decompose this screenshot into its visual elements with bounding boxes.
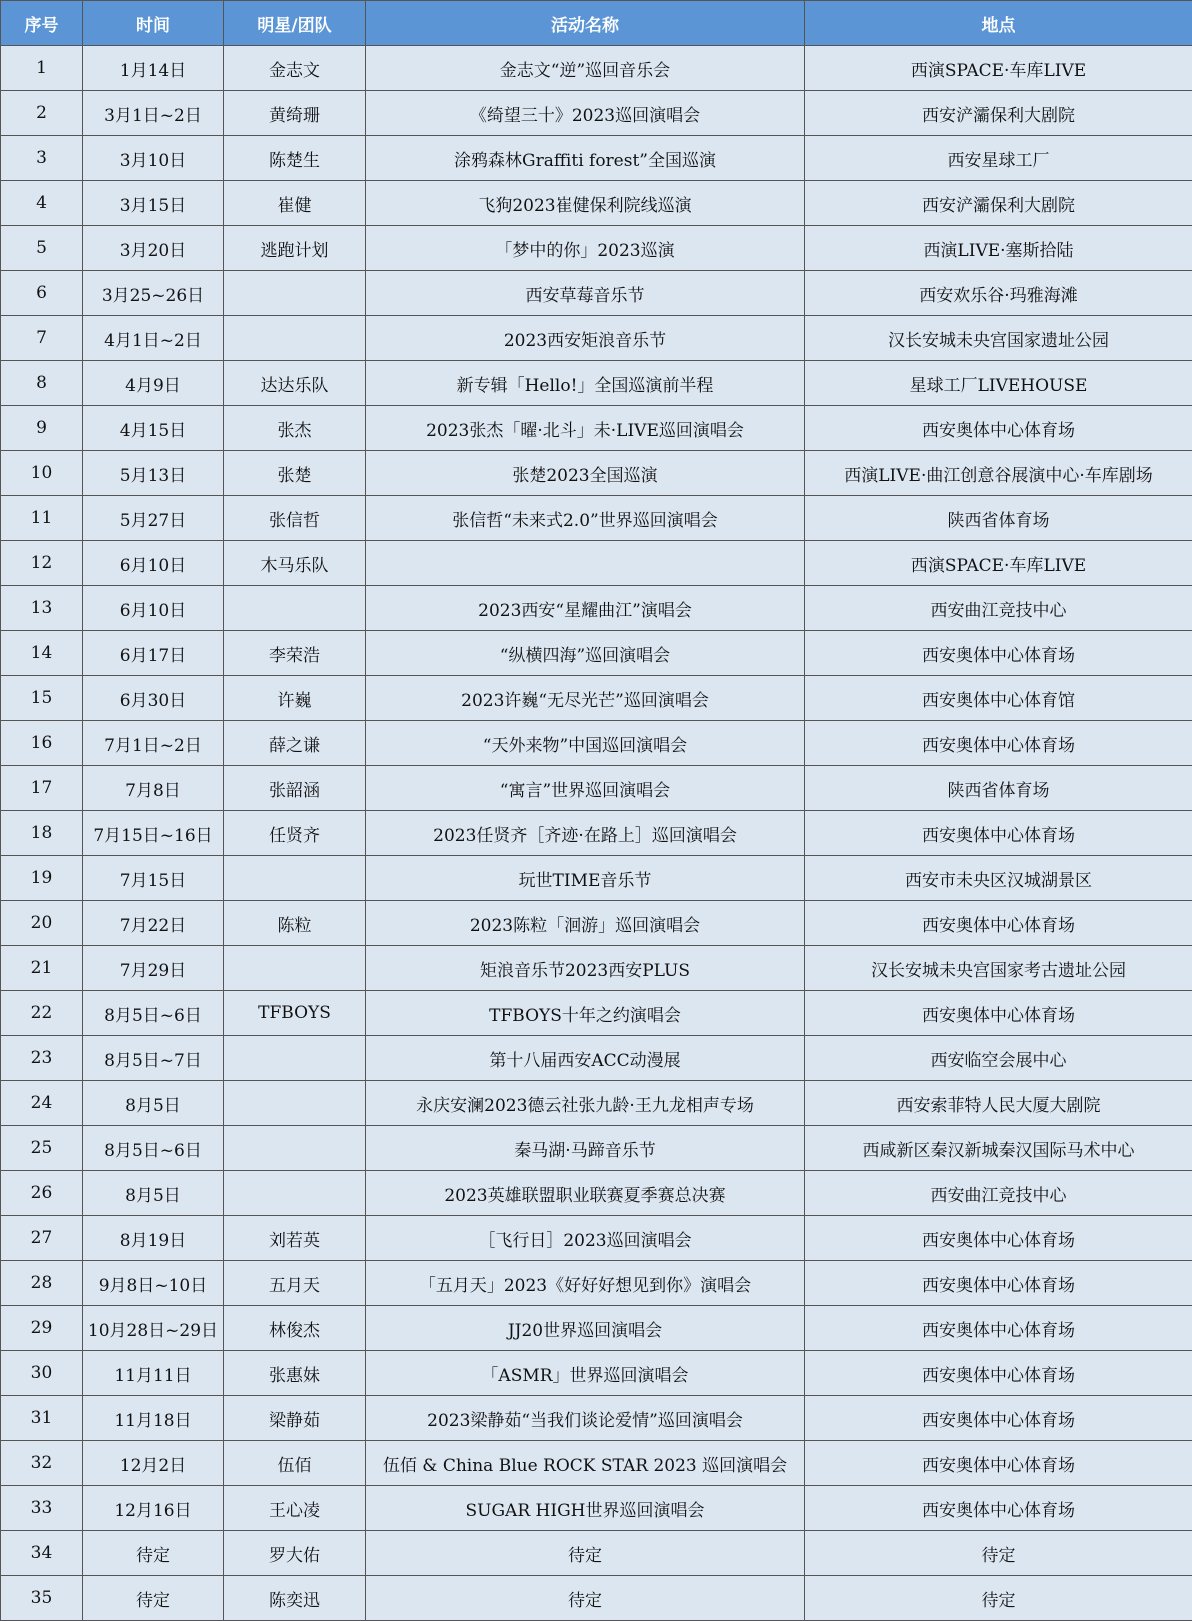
table-row — [1, 991, 1192, 1036]
cell-artist: 张楚 — [224, 451, 366, 496]
cell-event: SUGAR HIGH世界巡回演唱会 — [366, 1486, 805, 1531]
cell-date: 6月17日 — [83, 631, 224, 676]
cell-index: 14 — [1, 631, 83, 676]
cell-venue: 汉长安城未央宫国家遗址公园 — [805, 316, 1192, 361]
cell-index: 5 — [1, 226, 83, 271]
table-row — [1, 1531, 1192, 1576]
cell-venue: 西安奥体中心体育场 — [805, 631, 1192, 676]
cell-artist: 林俊杰 — [224, 1306, 366, 1351]
table-row — [1, 451, 1192, 496]
table-row — [1, 1396, 1192, 1441]
cell-index: 26 — [1, 1171, 83, 1216]
cell-artist: 逃跑计划 — [224, 226, 366, 271]
cell-date: 12月16日 — [83, 1486, 224, 1531]
cell-date: 3月25~26日 — [83, 271, 224, 316]
cell-artist: TFBOYS — [224, 991, 366, 1036]
cell-artist: 罗大佑 — [224, 1531, 366, 1576]
cell-venue: 西安奥体中心体育馆 — [805, 676, 1192, 721]
cell-event: 新专辑「Hello!」全国巡演前半程 — [366, 361, 805, 406]
cell-artist: 李荣浩 — [224, 631, 366, 676]
cell-event — [366, 541, 805, 586]
cell-artist — [224, 271, 366, 316]
cell-event: 2023陈粒「洄游」巡回演唱会 — [366, 901, 805, 946]
table-row — [1, 721, 1192, 766]
cell-date: 8月5日~6日 — [83, 991, 224, 1036]
cell-index: 23 — [1, 1036, 83, 1081]
table-row — [1, 46, 1192, 91]
header-date: 时间 — [83, 1, 224, 46]
cell-date: 待定 — [83, 1531, 224, 1576]
cell-artist: 张韶涵 — [224, 766, 366, 811]
cell-date: 6月10日 — [83, 586, 224, 631]
cell-artist: 崔健 — [224, 181, 366, 226]
cell-event: “天外来物”中国巡回演唱会 — [366, 721, 805, 766]
cell-date: 3月15日 — [83, 181, 224, 226]
cell-venue: 西演SPACE·车库LIVE — [805, 46, 1192, 91]
table-body — [1, 46, 1192, 1621]
cell-venue: 待定 — [805, 1576, 1192, 1621]
cell-date: 7月29日 — [83, 946, 224, 991]
table-row — [1, 271, 1192, 316]
cell-event: JJ20世界巡回演唱会 — [366, 1306, 805, 1351]
cell-index: 15 — [1, 676, 83, 721]
cell-artist: 薛之谦 — [224, 721, 366, 766]
cell-date: 1月14日 — [83, 46, 224, 91]
cell-index: 1 — [1, 46, 83, 91]
cell-event: TFBOYS十年之约演唱会 — [366, 991, 805, 1036]
cell-index: 34 — [1, 1531, 83, 1576]
cell-artist: 五月天 — [224, 1261, 366, 1306]
header-index: 序号 — [1, 1, 83, 46]
cell-artist: 黄绮珊 — [224, 91, 366, 136]
cell-date: 4月9日 — [83, 361, 224, 406]
cell-index: 30 — [1, 1351, 83, 1396]
cell-venue: 西安奥体中心体育场 — [805, 1396, 1192, 1441]
cell-index: 7 — [1, 316, 83, 361]
cell-venue: 西演LIVE·塞斯拾陆 — [805, 226, 1192, 271]
table-row — [1, 316, 1192, 361]
cell-artist: 伍佰 — [224, 1441, 366, 1486]
cell-event: 待定 — [366, 1576, 805, 1621]
cell-venue: 陕西省体育场 — [805, 766, 1192, 811]
cell-venue: 西安奥体中心体育场 — [805, 811, 1192, 856]
cell-artist: 梁静茹 — [224, 1396, 366, 1441]
table-row — [1, 406, 1192, 451]
cell-artist: 金志文 — [224, 46, 366, 91]
table-row — [1, 1576, 1192, 1621]
cell-index: 9 — [1, 406, 83, 451]
cell-venue: 西安奥体中心体育场 — [805, 1351, 1192, 1396]
cell-artist: 达达乐队 — [224, 361, 366, 406]
cell-venue: 陕西省体育场 — [805, 496, 1192, 541]
header-event: 活动名称 — [366, 1, 805, 46]
cell-event: 「梦中的你」2023巡演 — [366, 226, 805, 271]
cell-index: 12 — [1, 541, 83, 586]
cell-event: 2023许巍“无尽光芒”巡回演唱会 — [366, 676, 805, 721]
cell-event: 第十八届西安ACC动漫展 — [366, 1036, 805, 1081]
cell-venue: 西安奥体中心体育场 — [805, 901, 1192, 946]
cell-venue: 西安奥体中心体育场 — [805, 1306, 1192, 1351]
cell-venue: 西安奥体中心体育场 — [805, 1486, 1192, 1531]
cell-venue: 西演SPACE·车库LIVE — [805, 541, 1192, 586]
cell-event: 「ASMR」世界巡回演唱会 — [366, 1351, 805, 1396]
cell-event: 2023英雄联盟职业联赛夏季赛总决赛 — [366, 1171, 805, 1216]
table-row — [1, 1081, 1192, 1126]
header-artist: 明星/团队 — [224, 1, 366, 46]
cell-artist — [224, 1036, 366, 1081]
table-row — [1, 1441, 1192, 1486]
cell-index: 16 — [1, 721, 83, 766]
cell-artist — [224, 316, 366, 361]
cell-event: 张信哲“未来式2.0”世界巡回演唱会 — [366, 496, 805, 541]
cell-event: ［飞行日］2023巡回演唱会 — [366, 1216, 805, 1261]
table-row — [1, 631, 1192, 676]
table-row — [1, 901, 1192, 946]
cell-date: 3月1日~2日 — [83, 91, 224, 136]
cell-venue: 西演LIVE·曲江创意谷展演中心·车库剧场 — [805, 451, 1192, 496]
table-row — [1, 1171, 1192, 1216]
table-row — [1, 1306, 1192, 1351]
cell-artist: 张杰 — [224, 406, 366, 451]
cell-event: 矩浪音乐节2023西安PLUS — [366, 946, 805, 991]
cell-index: 10 — [1, 451, 83, 496]
cell-venue: 西安星球工厂 — [805, 136, 1192, 181]
cell-venue: 西安索菲特人民大厦大剧院 — [805, 1081, 1192, 1126]
cell-venue: 西安奥体中心体育场 — [805, 1261, 1192, 1306]
cell-event: 永庆安澜2023德云社张九龄·王九龙相声专场 — [366, 1081, 805, 1126]
cell-date: 5月27日 — [83, 496, 224, 541]
cell-index: 11 — [1, 496, 83, 541]
cell-event: 伍佰 & China Blue ROCK STAR 2023 巡回演唱会 — [366, 1441, 805, 1486]
cell-index: 13 — [1, 586, 83, 631]
cell-date: 7月15日~16日 — [83, 811, 224, 856]
cell-event: 待定 — [366, 1531, 805, 1576]
cell-date: 4月1日~2日 — [83, 316, 224, 361]
cell-index: 33 — [1, 1486, 83, 1531]
table-row — [1, 811, 1192, 856]
header-row — [1, 1, 1192, 46]
table-row — [1, 1351, 1192, 1396]
table-header — [1, 1, 1192, 46]
cell-event: 秦马湖·马蹄音乐节 — [366, 1126, 805, 1171]
cell-date: 待定 — [83, 1576, 224, 1621]
cell-event: 2023西安“星耀曲江”演唱会 — [366, 586, 805, 631]
cell-event: “纵横四海”巡回演唱会 — [366, 631, 805, 676]
cell-index: 18 — [1, 811, 83, 856]
table-row — [1, 136, 1192, 181]
table-row — [1, 586, 1192, 631]
cell-venue: 西安奥体中心体育场 — [805, 1441, 1192, 1486]
cell-index: 3 — [1, 136, 83, 181]
table-row — [1, 856, 1192, 901]
cell-index: 17 — [1, 766, 83, 811]
cell-event: 2023西安矩浪音乐节 — [366, 316, 805, 361]
cell-date: 8月19日 — [83, 1216, 224, 1261]
cell-date: 6月30日 — [83, 676, 224, 721]
cell-artist — [224, 586, 366, 631]
table-row — [1, 361, 1192, 406]
cell-index: 27 — [1, 1216, 83, 1261]
cell-index: 35 — [1, 1576, 83, 1621]
cell-venue: 西安奥体中心体育场 — [805, 991, 1192, 1036]
cell-artist: 刘若英 — [224, 1216, 366, 1261]
cell-index: 2 — [1, 91, 83, 136]
cell-artist — [224, 856, 366, 901]
cell-event: 张楚2023全国巡演 — [366, 451, 805, 496]
cell-artist: 任贤齐 — [224, 811, 366, 856]
cell-artist: 王心凌 — [224, 1486, 366, 1531]
cell-artist: 许巍 — [224, 676, 366, 721]
cell-date: 11月18日 — [83, 1396, 224, 1441]
cell-index: 24 — [1, 1081, 83, 1126]
table-row — [1, 1486, 1192, 1531]
cell-artist — [224, 1171, 366, 1216]
cell-date: 3月10日 — [83, 136, 224, 181]
cell-artist: 陈奕迅 — [224, 1576, 366, 1621]
cell-index: 8 — [1, 361, 83, 406]
cell-venue: 西安奥体中心体育场 — [805, 406, 1192, 451]
table-row — [1, 1216, 1192, 1261]
table-row — [1, 541, 1192, 586]
table-row — [1, 91, 1192, 136]
cell-index: 22 — [1, 991, 83, 1036]
cell-date: 12月2日 — [83, 1441, 224, 1486]
cell-artist: 陈楚生 — [224, 136, 366, 181]
cell-index: 20 — [1, 901, 83, 946]
cell-venue: 待定 — [805, 1531, 1192, 1576]
cell-venue: 汉长安城未央宫国家考古遗址公园 — [805, 946, 1192, 991]
table-row — [1, 766, 1192, 811]
header-venue: 地点 — [805, 1, 1192, 46]
cell-venue: 西安奥体中心体育场 — [805, 721, 1192, 766]
cell-event: 《绮望三十》2023巡回演唱会 — [366, 91, 805, 136]
cell-event: 2023张杰「曜·北斗」未·LIVE巡回演唱会 — [366, 406, 805, 451]
cell-venue: 西安欢乐谷·玛雅海滩 — [805, 271, 1192, 316]
cell-event: 涂鸦森林Graffiti forest”全国巡演 — [366, 136, 805, 181]
cell-date: 8月5日~6日 — [83, 1126, 224, 1171]
cell-date: 9月8日~10日 — [83, 1261, 224, 1306]
cell-venue: 西安临空会展中心 — [805, 1036, 1192, 1081]
cell-date: 10月28日~29日 — [83, 1306, 224, 1351]
cell-event: 飞狗2023崔健保利院线巡演 — [366, 181, 805, 226]
cell-artist — [224, 1081, 366, 1126]
cell-artist: 陈粒 — [224, 901, 366, 946]
cell-index: 21 — [1, 946, 83, 991]
cell-event: 金志文“逆”巡回音乐会 — [366, 46, 805, 91]
table-row — [1, 1126, 1192, 1171]
table-row — [1, 496, 1192, 541]
cell-date: 7月22日 — [83, 901, 224, 946]
cell-event: 「五月天」2023《好好好想见到你》演唱会 — [366, 1261, 805, 1306]
cell-event: 2023任贤齐［齐迹·在路上］巡回演唱会 — [366, 811, 805, 856]
cell-venue: 西安浐灞保利大剧院 — [805, 181, 1192, 226]
cell-date: 3月20日 — [83, 226, 224, 271]
cell-date: 8月5日 — [83, 1171, 224, 1216]
cell-event: “寓言”世界巡回演唱会 — [366, 766, 805, 811]
cell-date: 8月5日~7日 — [83, 1036, 224, 1081]
cell-venue: 西安曲江竞技中心 — [805, 586, 1192, 631]
cell-event: 西安草莓音乐节 — [366, 271, 805, 316]
cell-index: 25 — [1, 1126, 83, 1171]
cell-venue: 星球工厂LIVEHOUSE — [805, 361, 1192, 406]
cell-date: 7月1日~2日 — [83, 721, 224, 766]
table-row — [1, 676, 1192, 721]
cell-artist — [224, 946, 366, 991]
cell-venue: 西咸新区秦汉新城秦汉国际马术中心 — [805, 1126, 1192, 1171]
cell-index: 31 — [1, 1396, 83, 1441]
cell-date: 8月5日 — [83, 1081, 224, 1126]
cell-venue: 西安市未央区汉城湖景区 — [805, 856, 1192, 901]
cell-artist: 张惠妹 — [224, 1351, 366, 1396]
table-row — [1, 181, 1192, 226]
cell-artist — [224, 1126, 366, 1171]
cell-event: 玩世TIME音乐节 — [366, 856, 805, 901]
cell-index: 28 — [1, 1261, 83, 1306]
cell-venue: 西安曲江竞技中心 — [805, 1171, 1192, 1216]
cell-artist: 张信哲 — [224, 496, 366, 541]
cell-artist: 木马乐队 — [224, 541, 366, 586]
cell-index: 4 — [1, 181, 83, 226]
cell-date: 11月11日 — [83, 1351, 224, 1396]
cell-event: 2023梁静茹“当我们谈论爱情”巡回演唱会 — [366, 1396, 805, 1441]
cell-date: 4月15日 — [83, 406, 224, 451]
cell-date: 7月8日 — [83, 766, 224, 811]
cell-index: 6 — [1, 271, 83, 316]
table-row — [1, 1036, 1192, 1081]
cell-index: 19 — [1, 856, 83, 901]
cell-venue: 西安奥体中心体育场 — [805, 1216, 1192, 1261]
cell-index: 29 — [1, 1306, 83, 1351]
cell-date: 6月10日 — [83, 541, 224, 586]
cell-venue: 西安浐灞保利大剧院 — [805, 91, 1192, 136]
cell-index: 32 — [1, 1441, 83, 1486]
cell-date: 5月13日 — [83, 451, 224, 496]
table-row — [1, 1261, 1192, 1306]
table-row — [1, 946, 1192, 991]
table-row — [1, 226, 1192, 271]
cell-date: 7月15日 — [83, 856, 224, 901]
